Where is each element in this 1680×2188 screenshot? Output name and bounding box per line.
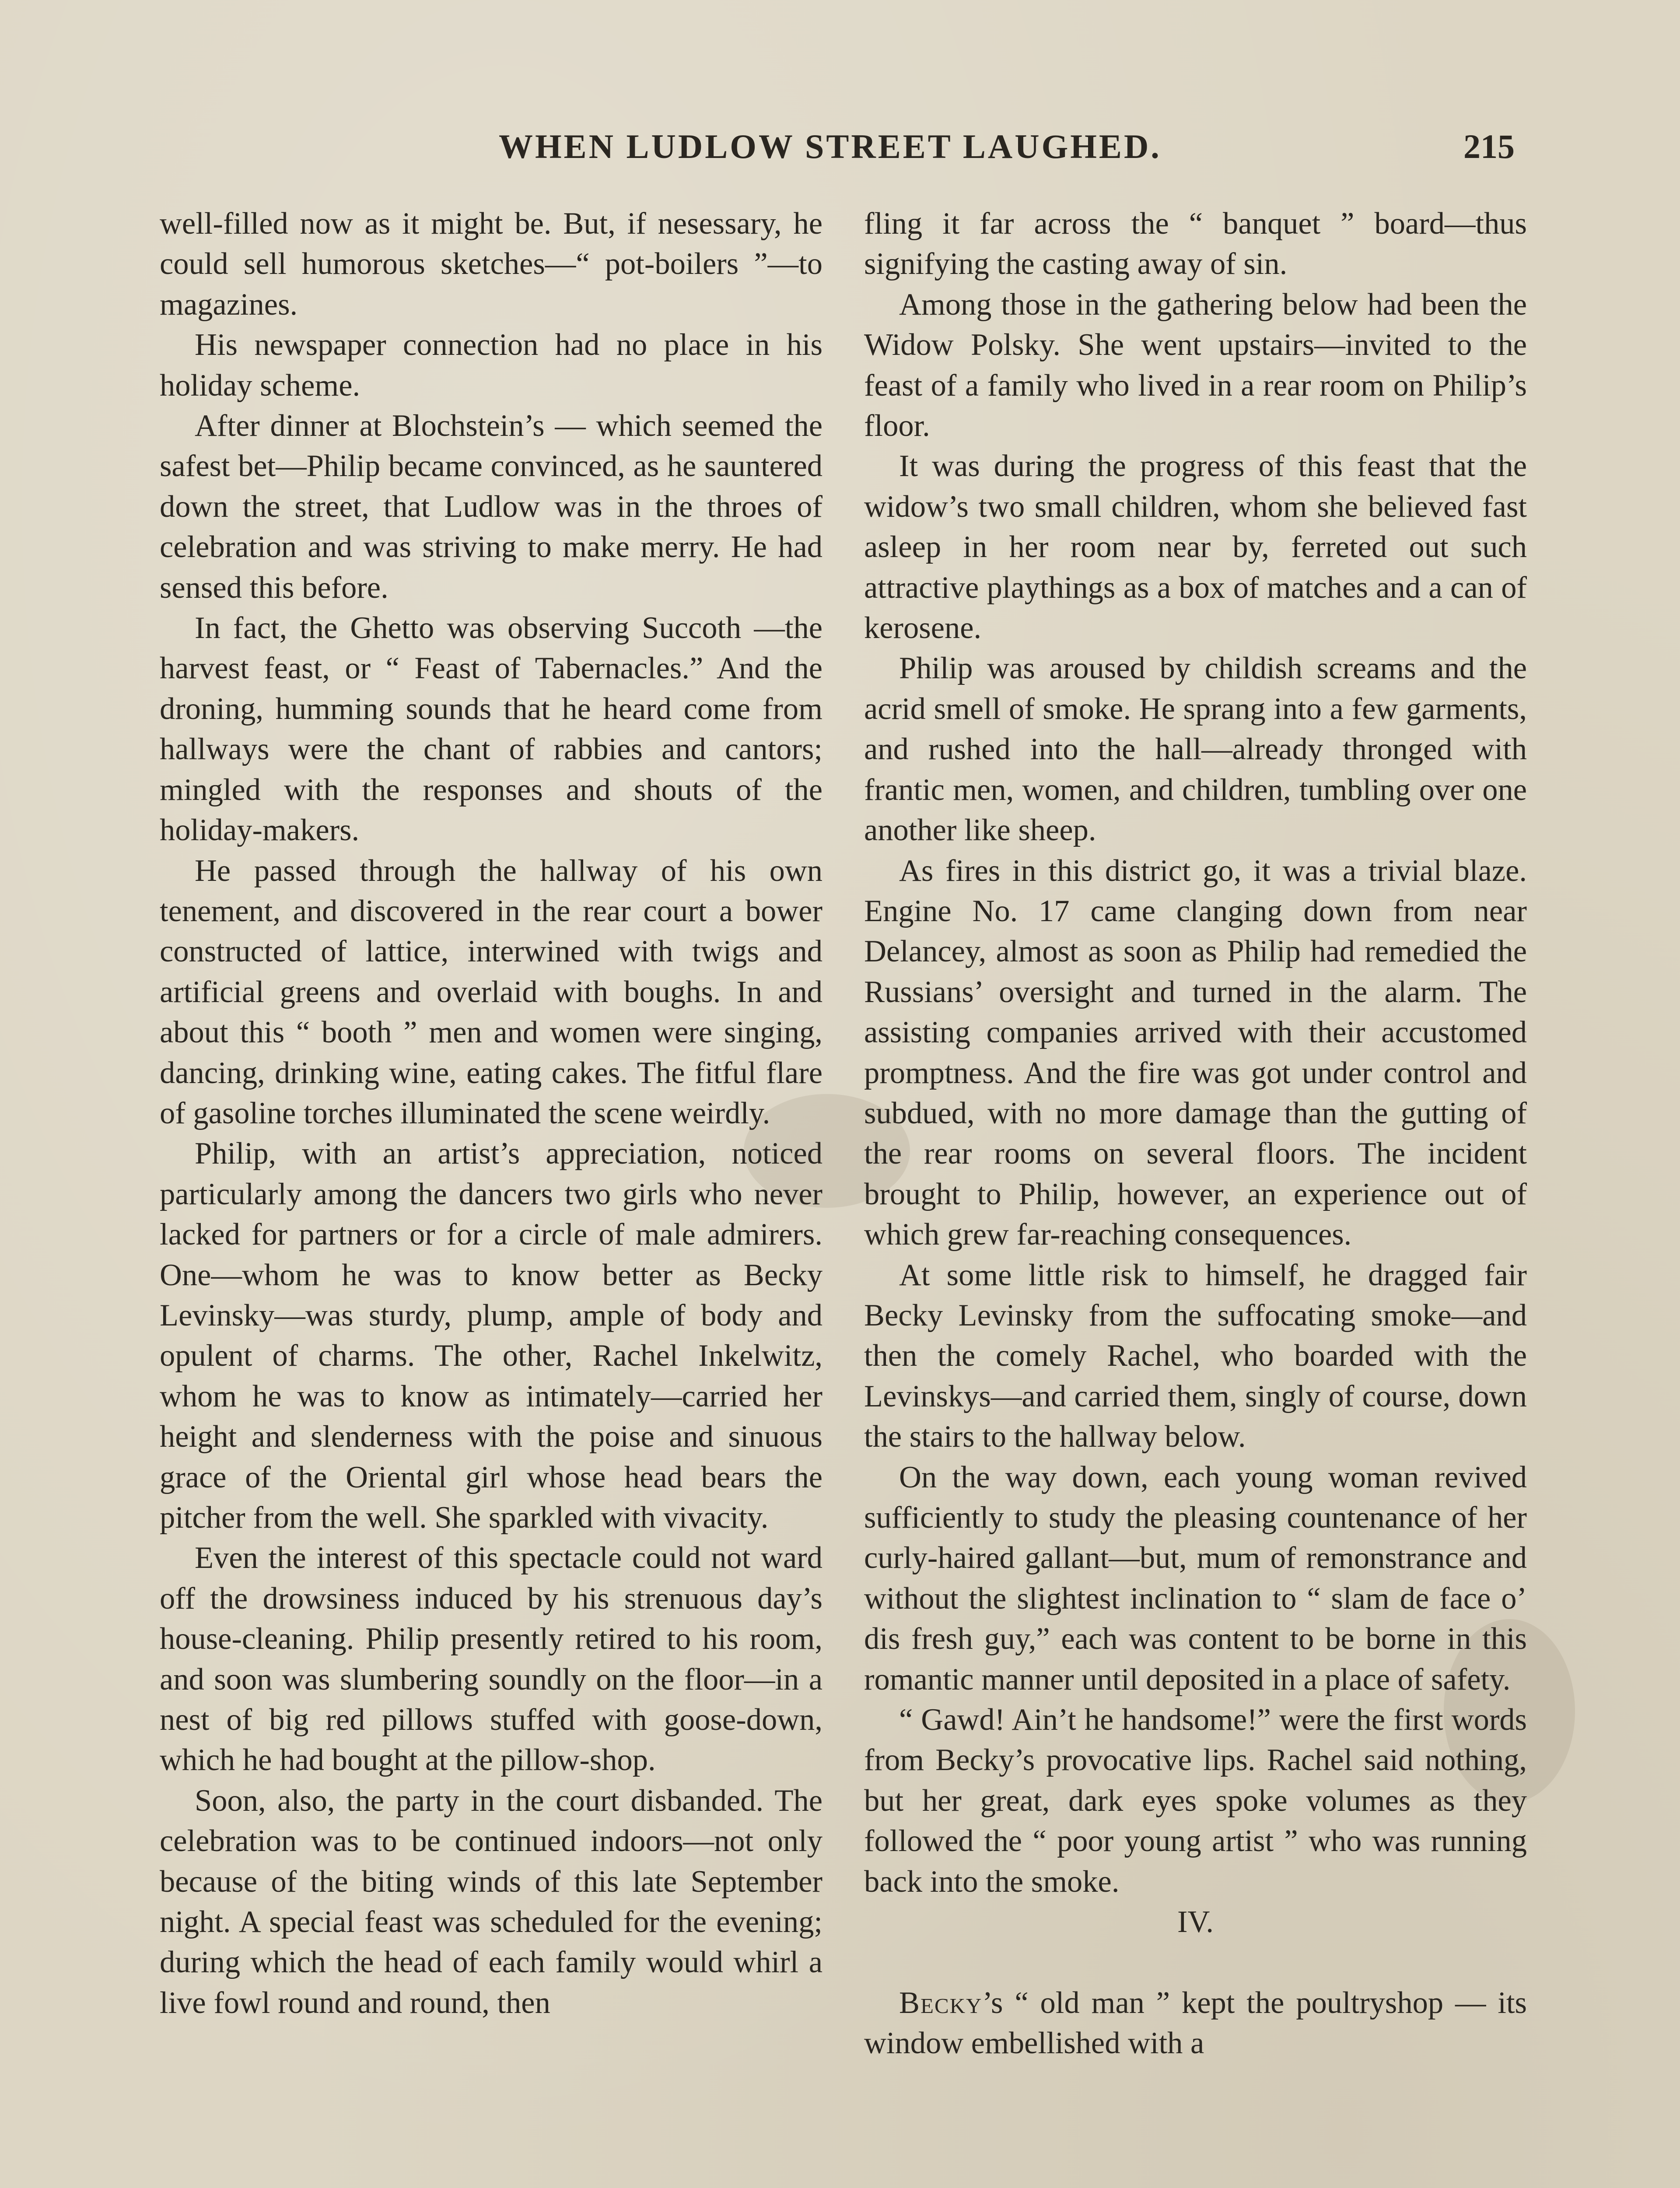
paragraph: It was during the progress of this feast that the widow’s two small children, whom she believed fast asleep in her room near by, ferreted out such attractive playthings as a box of matches and a can of kerosene. [864,449,1527,645]
paragraph: Even the interest of this spectacle could not ward off the drowsiness induced by his strenuous day’s house-cleaning. Philip presently retired to his room, and soon was slumbering soundly on the floor—in a nest of big red pillows stuffed with goose-down, which he had bought at the pillow-shop. [160,1541,822,1778]
paragraph: well-filled now as it might be. But, if nesessary, he could sell humorous sketches—“ pot-boilers ”—to magazines. [160,207,822,322]
left-column [160,203,822,2023]
right-column [864,203,1527,2064]
page-number: 215 [1463,127,1515,165]
paragraph: After dinner at Blochstein’s — which seemed the safest bet—Philip became convinced, as he sauntered down the street, that Ludlow was in the throes of celebration and was striving to make merry. He had sensed this before. [160,409,822,605]
paragraph: He passed through the hallway of his own tenement, and discovered in the rear court a bower constructed of lattice, interwined with twigs and artificial greens and overlaid with boughs. In and about this “ booth ” men and women were singing, dancing, drinking wine, eating cakes. The fitful flare of gasoline torches illuminated the scene weirdly. [160,853,822,1130]
section-heading: IV. [1177,1905,1214,1939]
paragraph: As fires in this district go, it was a trivial blaze. Engine No. 17 came clanging down from near Delancey, almost as soon as Philip had remedied the Russians’ oversight and turned in the alarm. The assisting companies arrived with their accustomed promptness. And the fire was got under control and subdued, with no more damage than the gutting of the rear rooms on several floors. The incident brought to Philip, however, an experience out of which grew far-reaching consequences. [864,853,1527,1252]
paragraph-text: ’s “ old man ” kept the poultryshop — its window embellished with a [864,1986,1527,2061]
paragraph: Among those in the gathering below had been the Widow Polsky. She went upstairs—invited to the feast of a family who lived in a rear room on Philip’s floor. [864,287,1527,443]
paragraph: “ Gawd! Ain’t he handsome!” were the first words from Becky’s provocative lips. Rachel said nothing, but her great, dark eyes spoke volumes as they followed the “ poor young artist ” who was running back into the smoke. [864,1703,1527,1899]
paragraph: Philip was aroused by childish screams and the acrid smell of smoke. He sprang into a few garments, and rushed into the hall—already thronged with frantic men, women, and children, tumbling over one another like sheep. [864,651,1527,848]
paragraph: At some little risk to himself, he dragged fair Becky Levinsky from the suffocating smoke—and then the comely Rachel, who boarded with the Levinskys—and carried them, singly of course, down the stairs to the hallway below. [864,1258,1527,1454]
paragraph: Philip, with an artist’s appreciation, noticed particularly among the dancers two girls who never lacked for partners or for a circle of male admirers. One—whom he was to know better as Becky Levinsky—was sturdy, plump, ample of body and opulent of charms. The other, Rachel Inkelwitz, whom he was to know as intimately—carried her height and slenderness with the poise and sinuous grace of the Oriental girl whose head bears the pitcher from the well. She sparkled with vivacity. [160,1136,822,1535]
paragraph: His newspaper connection had no place in his holiday scheme. [160,328,822,403]
paragraph: On the way down, each young woman revived sufficiently to study the pleasing countenance of her curly-haired gallant—but, mum of remonstrance and without the slightest inclination to “ slam de face o’ dis fresh guy,” each was content to be borne in this romantic manner until deposited in a place of safety. [864,1460,1527,1697]
smallcaps-lead: Becky [899,1986,983,2020]
running-head [0,127,1680,179]
paragraph: In fact, the Ghetto was observing Succoth —the harvest feast, or “ Feast of Tabernacles.” And the droning, humming sounds that he heard come from hallways were the chant of rabbies and cantors; mingled with the responses and shouts of the holiday-makers. [160,611,822,848]
paragraph: fling it far across the “ banquet ” board—thus signifying the casting away of sin. [864,207,1527,281]
running-title: WHEN LUDLOW STREET LAUGHED. [499,127,1162,165]
paragraph [864,1983,1527,2064]
paragraph: Soon, also, the party in the court disbanded. The celebration was to be continued indoors—not only because of the biting winds of this late September night. A special feast was scheduled for the evening; during which the head of each family would whirl a live fowl round and round, then [160,1783,822,2020]
